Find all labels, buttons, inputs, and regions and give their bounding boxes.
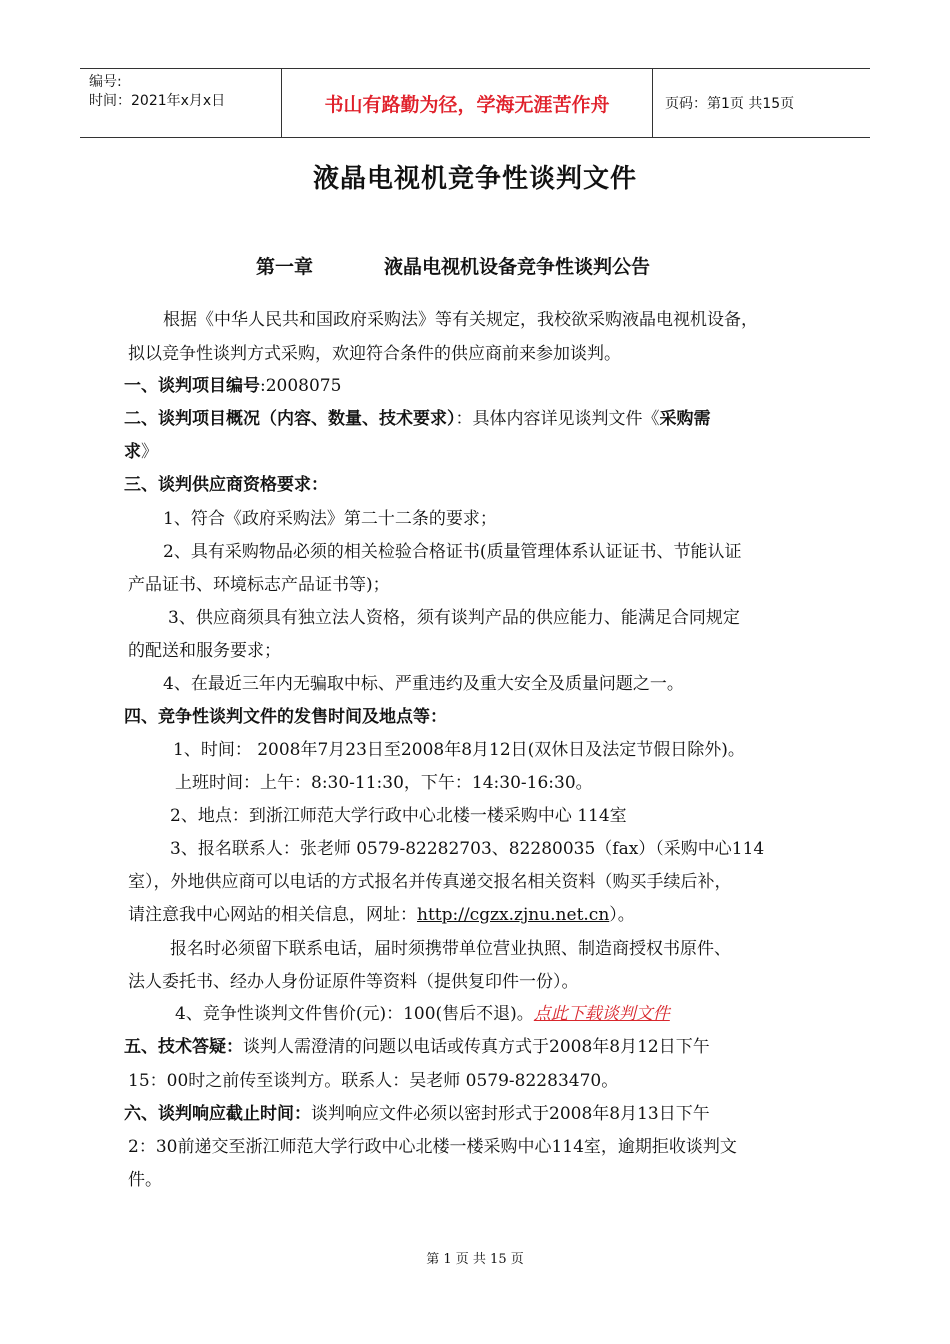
section-2-text: ：具体内容详见谈判文件《 (455, 409, 660, 429)
section-2 (124, 404, 711, 429)
section-4-item-2: 2、地点：到浙江师范大学行政中心北楼一楼采购中心 114室 (170, 806, 627, 826)
section-4-item-3c (128, 900, 635, 925)
section-5 (124, 1032, 710, 1057)
section-5-label: 五、技术答疑： (124, 1037, 243, 1057)
section-3-label: 三、谈判供应商资格要求： (124, 475, 328, 495)
section-1 (124, 371, 341, 396)
section-4-work-hours: 上班时间：上午：8:30-11:30，下午：14:30-16:30。 (175, 773, 593, 793)
website-link[interactable]: http://cgzx.zjnu.net.cn (417, 905, 610, 925)
download-link[interactable]: 点此下载谈判文件 (533, 1004, 670, 1024)
header-left-cell (80, 69, 281, 137)
section-6-text-2: 2：30前递交至浙江师范大学行政中心北楼一楼采购中心114室，逾期拒收谈判文 (128, 1137, 737, 1157)
section-4-item-1: 1、时间： 2008年7月23日至2008年8月12日(双休日及法定节假日除外)。 (173, 740, 745, 760)
section-2-cont: 求 (124, 442, 141, 462)
intro-line-1: 根据《中华人民共和国政府采购法》等有关规定，我校欲采购液晶电视机设备， (163, 310, 758, 330)
header-motto: 书山有路勤为径，学海无涯苦作舟 (281, 69, 653, 137)
section-3-item-4: 4、在最近三年内无骗取中标、严重违约及重大安全及质量问题之一。 (163, 674, 684, 694)
section-1-label: 一、谈判项目编号 (124, 376, 260, 396)
section-4-item-3b: 室），外地供应商可以电话的方式报名并传真递交报名相关资料（购买手续后补， (128, 872, 732, 892)
section-5-text: 谈判人需澄清的问题以电话或传真方式于2008年8月12日下午 (243, 1037, 710, 1057)
section-4-item-3a: 3、报名联系人：张老师 0579-82282703、82280035（fax）（采购中心114 (170, 839, 765, 859)
section-4-item-3c-end: ）。 (609, 905, 635, 925)
section-2-continued (124, 437, 158, 462)
number-label: 编号: (89, 74, 122, 90)
section-4-label: 四、竞争性谈判文件的发售时间及地点等： (124, 707, 447, 727)
page-footer: 第 1 页 共 15 页 (426, 1252, 524, 1267)
section-6-text-3: 件。 (128, 1170, 162, 1190)
section-3-item-2b: 产品证书、环境标志产品证书等)； (128, 575, 390, 595)
section-3-item-1: 1、符合《政府采购法》第二十二条的要求； (163, 509, 497, 529)
section-4-item-4-text: 4、竞争性谈判文件售价(元)：100(售后不退)。 (175, 1004, 534, 1024)
section-6-text: 谈判响应文件必须以密封形式于2008年8月13日下午 (311, 1104, 710, 1124)
document-title: 液晶电视机竞争性谈判文件 (312, 164, 637, 194)
section-6-label: 六、谈判响应截止时间： (124, 1104, 311, 1124)
section-4-para-1: 报名时必须留下联系电话，届时须携带单位营业执照、制造商授权书原件、 (170, 939, 731, 959)
time-label: 时间：2021年x月x日 (89, 93, 226, 109)
header-page-info: 页码：第1页 共15页 (665, 96, 795, 112)
section-2-end: 》 (141, 442, 158, 462)
section-4-item-3c-text: 请注意我中心网站的相关信息，网址： (128, 905, 417, 925)
intro-line-2: 拟以竞争性谈判方式采购，欢迎符合条件的供应商前来参加谈判。 (128, 344, 621, 364)
section-3-item-3a: 3、供应商须具有独立法人资格，须有谈判产品的供应能力、能满足合同规定 (168, 608, 740, 628)
section-1-value: :2008075 (260, 376, 342, 396)
page-header (80, 68, 870, 138)
section-5-text-2: 15：00时之前传至谈判方。联系人：吴老师 0579-82283470。 (128, 1071, 619, 1091)
section-2-label: 二、谈判项目概况（内容、数量、技术要求） (124, 409, 456, 429)
section-3-item-2a: 2、具有采购物品必须的相关检验合格证书(质量管理体系认证证书、节能认证 (163, 542, 742, 562)
section-2-bold: 采购需 (659, 409, 711, 429)
chapter-number: 第一章 (256, 256, 314, 278)
section-3-item-3b: 的配送和服务要求； (128, 641, 281, 661)
section-4-para-2: 法人委托书、经办人身份证原件等资料（提供复印件一份）。 (128, 972, 579, 992)
section-4-item-4 (175, 999, 670, 1024)
section-6 (124, 1099, 710, 1124)
chapter-title: 液晶电视机设备竞争性谈判公告 (384, 256, 651, 278)
